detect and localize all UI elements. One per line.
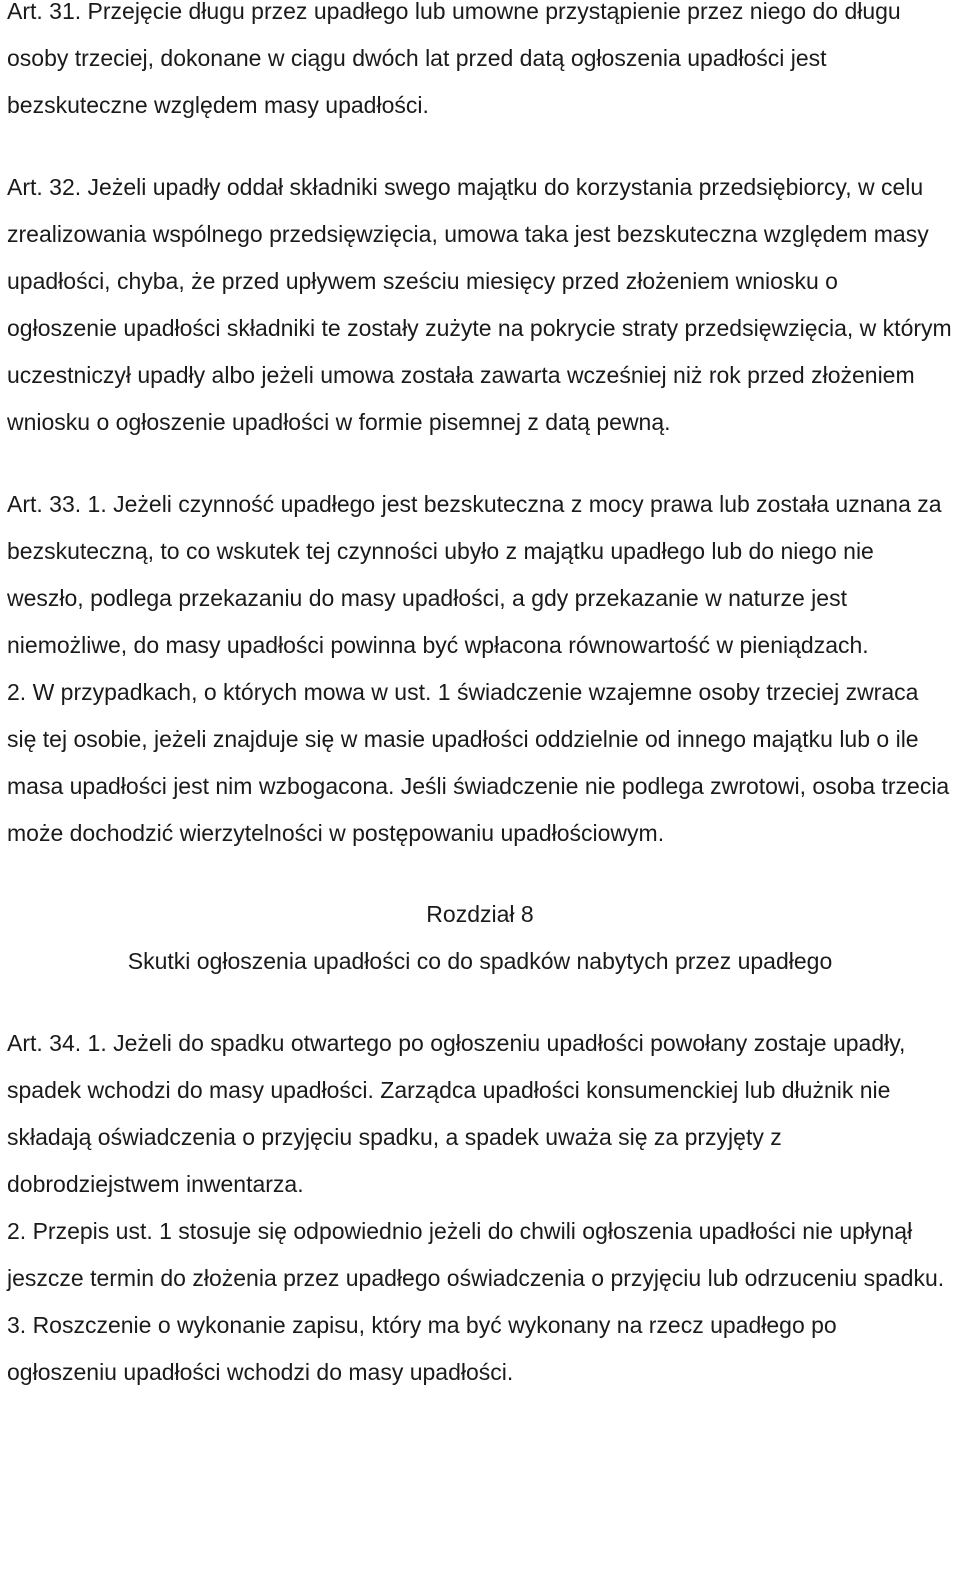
article-34-paragraph-3: 3. Roszczenie o wykonanie zapisu, który ma być wykonany na rzecz upadłego po ogłoszeniu upadłości wchodzi do masy upadłości. [7, 1312, 837, 1385]
paragraph-spacer [7, 446, 953, 481]
article-33-paragraph-2: 2. W przypadkach, o których mowa w ust. 1 świadczenie wzajemne osoby trzeciej zwraca się tej osobie, jeżeli znajduje się w masie upadłości oddzielnie od innego majątku lub o ile masa upadłości jest nim wzbogacona. Jeśli świadczenie nie podlega zwrotowi, osoba trzecia może dochodzić wierzytelności w postępowaniu upadłościowym. [7, 679, 950, 846]
article-31: Art. 31. Przejęcie długu przez upadłego lub umowne przystąpienie przez niego do długu osoby trzeciej, dokonane w ciągu dwóch lat przed datą ogłoszenia upadłości jest bezskuteczne względem masy upadłości. [7, 0, 901, 118]
chapter-title: Skutki ogłoszenia upadłości co do spadków nabytych przez upadłego [127, 948, 833, 974]
article-32: Art. 32. Jeżeli upadły oddał składniki swego majątku do korzystania przedsiębiorcy, w celu zrealizowania wspólnego przedsięwzięcia, umowa taka jest bezskuteczna względem masy upadłości, chyba, że przed upływem sześciu miesięcy przed złożeniem wniosku o ogłoszenie upadłości składniki te zostały zużyte na pokrycie straty przedsięwzięcia, w którym uczestniczył upadły albo jeżeli umowa została zawarta wcześniej niż rok przed złożeniem wniosku o ogłoszenie upadłości w formie pisemnej z datą pewną. [7, 174, 952, 435]
paragraph-spacer [7, 129, 953, 164]
document-page [7, 0, 953, 1396]
paragraph-spacer [7, 857, 953, 891]
article-33-paragraph-1: Art. 33. 1. Jeżeli czynność upadłego jest bezskuteczna z mocy prawa lub została uznana za bezskuteczną, to co wskutek tej czynności ubyło z majątku upadłego lub do niego nie weszło, podlega przekazaniu do masy upadłości, a gdy przekazanie w naturze jest niemożliwe, do masy upadłości powinna być wpłacona równowartość w pieniądzach. [7, 491, 942, 658]
paragraph-spacer [7, 985, 953, 1020]
article-34-paragraph-2: 2. Przepis ust. 1 stosuje się odpowiednio jeżeli do chwili ogłoszenia upadłości nie upłynął jeszcze termin do złożenia przez upadłego oświadczenia o przyjęciu lub odrzuceniu spadku. [7, 1218, 945, 1291]
article-34-paragraph-1: Art. 34. 1. Jeżeli do spadku otwartego po ogłoszeniu upadłości powołany zostaje upadły, spadek wchodzi do masy upadłości. Zarządca upadłości konsumenckiej lub dłużnik nie składają oświadczenia o przyjęciu spadku, a spadek uważa się za przyjęty z dobrodziejstwem inwentarza. [7, 1030, 906, 1197]
chapter-number: Rozdział 8 [426, 901, 534, 927]
